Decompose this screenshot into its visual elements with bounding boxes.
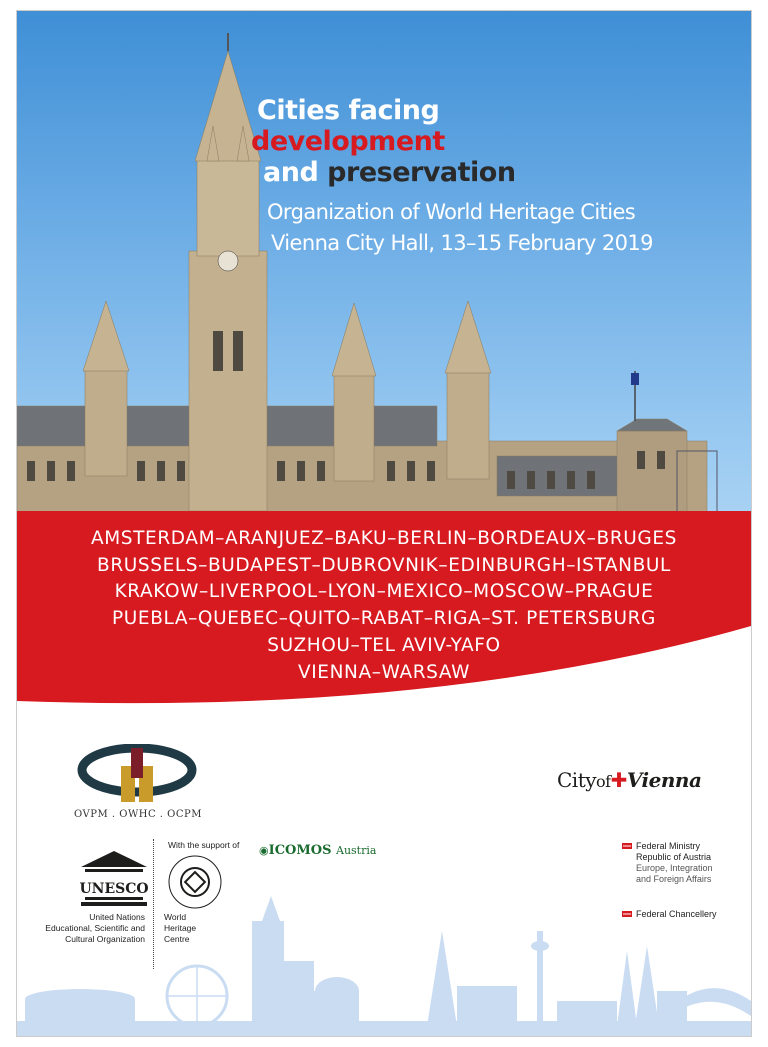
title-line-3-text: and preservation — [263, 157, 516, 188]
vienna-shield-icon: ✚ — [610, 768, 627, 792]
event-title — [251, 95, 516, 188]
ministry-line: Federal Ministry — [636, 841, 701, 851]
whc-caption-line: Heritage — [164, 923, 197, 933]
cov-city: City — [557, 768, 597, 792]
icomos-country: Austria — [336, 844, 377, 857]
cities-line: AMSTERDAM–ARANJUEZ–BAKU–BERLIN–BORDEAUX–BRUGES — [90, 528, 677, 549]
whc-caption-line: World — [164, 912, 187, 922]
cities-line: BRUSSELS–BUDAPEST–DUBROVNIK–EDINBURGH–ISTANBUL — [97, 554, 671, 576]
cov-of: of — [596, 772, 611, 791]
ministry-line: Europe, Integration — [636, 863, 713, 873]
poster — [17, 11, 751, 1036]
event-subtitle — [267, 197, 653, 259]
subtitle-organization: Organization of World Heritage Cities — [267, 200, 636, 224]
unesco-caption-line: Cultural Organization — [65, 934, 145, 944]
ministry-logo — [636, 841, 713, 885]
ovpm-logo — [77, 744, 197, 804]
unesco-caption-line: United Nations — [89, 912, 145, 922]
cities-line: SUZHOU–TEL AVIV-YAFO — [267, 634, 501, 656]
unesco-caption-line: Educational, Scientific and — [45, 923, 145, 933]
title-line-1: Cities facing — [257, 95, 440, 126]
icomos-name: ICOMOS — [268, 843, 332, 858]
austria-flag-icon — [622, 843, 632, 849]
title-line-3 — [263, 157, 516, 188]
cities-line: KRAKOW–LIVERPOOL–LYON–MEXICO–MOSCOW–PRAGUE — [114, 581, 654, 603]
ministry-line: and Foreign Affairs — [636, 874, 712, 884]
support-label: With the support of — [168, 840, 240, 850]
cities-line: PUEBLA–QUEBEC–QUITO–RABAT–RIGA–ST. PETERSBURG — [112, 608, 656, 630]
chancellery-logo: Federal Chancellery — [636, 909, 717, 919]
member-cities-list — [17, 526, 751, 686]
cities-line: VIENNA–WARSAW — [298, 661, 470, 683]
icomos-emblem-icon: ◉ — [259, 844, 269, 857]
ovpm-caption: OVPM . OWHC . OCPM — [74, 809, 202, 820]
ministry-line: Republic of Austria — [636, 852, 712, 862]
title-line-2: development — [251, 126, 445, 157]
unesco-wordmark: UNESCO — [79, 881, 149, 897]
cov-vienna: Vienna — [626, 768, 702, 792]
city-of-vienna-logo — [557, 768, 701, 792]
icomos-logo — [259, 843, 376, 858]
subtitle-venue-date: Vienna City Hall, 13–15 February 2019 — [271, 231, 653, 255]
whc-caption-line: Centre — [164, 934, 190, 944]
vienna-skyline — [17, 891, 751, 1036]
